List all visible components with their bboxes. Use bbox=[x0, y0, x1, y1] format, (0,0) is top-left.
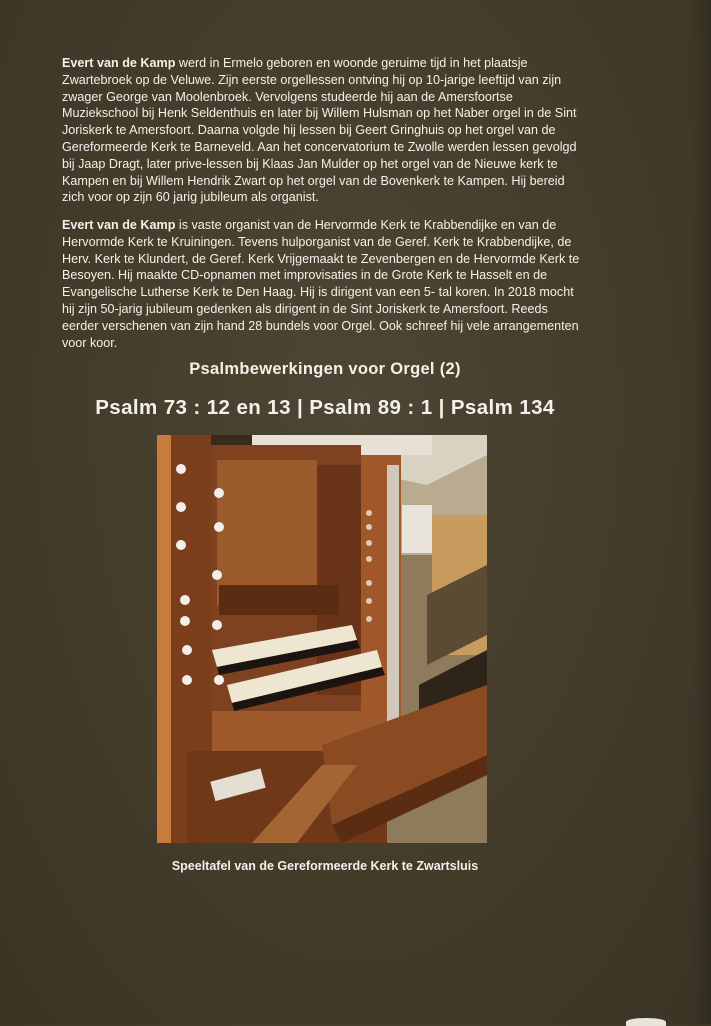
organist-name: Evert van de Kamp bbox=[62, 218, 176, 232]
organ-console-photo bbox=[157, 435, 487, 843]
paragraph-text: is vaste organist van de Hervormde Kerk te Krabbendijke en van de Hervormde Kerk te Kruiningen. Tevens hulporganist van de Geref. Kerk te Krabbendijke, de Herv. Kerk te Klundert, de Geref. Kerk Vrijgemaakt te Zevenbergen en de Hervormde Kerk te Besoyen. Hij maakte CD-opnamen met improvisaties in de Grote Kerk te Hasselt en de Evangelische Lutherse Kerk te Den Haag. Hij is dirigent van een 5- tal koren. In 2018 mocht hij zijn 50-jarig jubileum gedenken als dirigent in de Sint Joriskerk te Amersfoort. Reeds eerder verschenen van zijn hand 28 bundels voor Orgel. Ook schreef hij vele arrangementen voor koor. bbox=[62, 218, 580, 350]
biography-paragraph-1 bbox=[62, 55, 582, 206]
page-edge-shadow bbox=[691, 0, 711, 1024]
booklet-subtitle: Psalmbewerkingen voor Orgel (2) bbox=[189, 360, 461, 378]
organist-name: Evert van de Kamp bbox=[62, 56, 176, 70]
organ-console-illustration bbox=[157, 435, 487, 843]
booklet-title: Psalm 73 : 12 en 13 | Psalm 89 : 1 | Psalm 134 bbox=[95, 396, 555, 419]
scan-artifact bbox=[626, 1018, 666, 1026]
paragraph-text: werd in Ermelo geboren en woonde geruime tijd in het plaatsje Zwartebroek op de Veluwe. Zijn eerste orgellessen ontving hij op 10-jarige leeftijd van zijn zwager George van Moolenbroek. Vervolgens studeerde hij aan de Amersfoortse Muziekschool bij Henk Seldenthuis en later bij Willem Hulsman op het Naber orgel in de Sint Joriskerk te Amersfoort. Daarna volgde hij lessen bij Geert Gringhuis op het orgel van de Gereformeerde Kerk te Barneveld. Aan het concervatorium te Zwolle werden lessen gevolgd bij Jaap Dragt, later prive-lessen bij Klaas Jan Mulder op het orgel van de Nieuwe kerk te Kampen en bij Willem Hendrik Zwart op het orgel van de Bovenkerk te Kampen. Hij bereid zich voor op zijn 60 jarig jubileum als organist. bbox=[62, 56, 577, 205]
photo-caption: Speeltafel van de Gereformeerde Kerk te Zwartsluis bbox=[171, 859, 479, 873]
biography-paragraph-2 bbox=[62, 217, 582, 351]
